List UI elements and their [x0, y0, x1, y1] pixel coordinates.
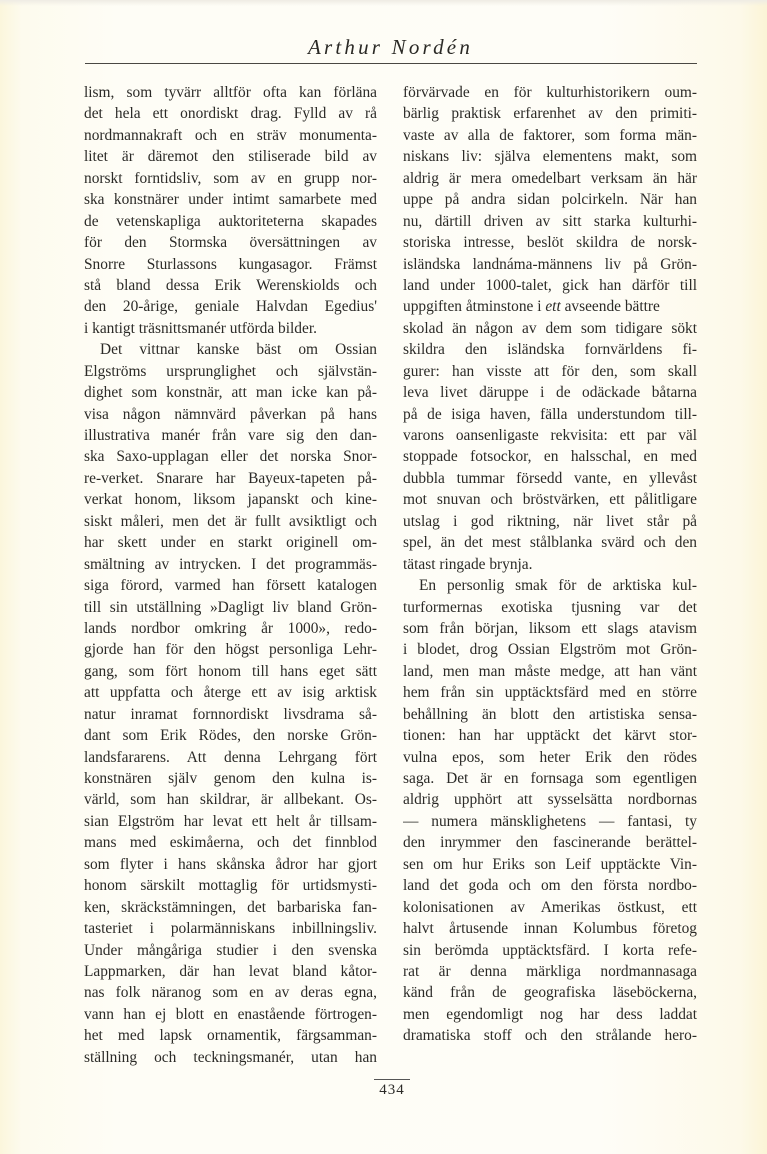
- text-line: Lappmarken, där han levat bland kåtor-: [84, 962, 377, 980]
- text-line: det hela ett onordiskt drag. Fylld av rå: [84, 105, 377, 123]
- text-line: lands nordbor omkring år 1000», redo-: [84, 619, 377, 637]
- text-line: sin berömda upptäcktsfärd. I korta refe-: [403, 941, 697, 959]
- text-line: stå bland dessa Erik Werenskiolds och: [84, 276, 377, 294]
- text-line: gjorde han för den högst personliga Lehr-: [84, 641, 377, 659]
- text-line: utslag i god riktning, när livet står på: [403, 512, 697, 530]
- text-line: Det vittnar kanske bäst om Ossian: [100, 341, 377, 359]
- text-line: konstnären själv genom den kulna is-: [84, 770, 377, 787]
- text-line: litet är däremot den stiliserade bild av: [84, 148, 377, 166]
- text-line: ska Saxo-upplagan eller det norska Snor-: [84, 448, 377, 466]
- text-line: vaste av alla de faktorer, som forma män-: [403, 126, 697, 144]
- emphasized-word: ett: [545, 298, 561, 316]
- text-line: som flyter i hans skånska ådror har gjort: [84, 855, 377, 873]
- text-line: dighet som konstnär, att man icke kan på-: [84, 384, 377, 402]
- text-line: re-verket. Snarare har Bayeux-tapeten på-: [84, 469, 377, 487]
- text-line: förvärvade en för kulturhistorikern oum-: [403, 84, 697, 101]
- text-line: den inrymmer den fascinerande berättel-: [403, 834, 697, 852]
- text-line: varons oansenligaste rekvisita: ett par väl: [403, 427, 697, 444]
- text-line: i blodet, drog Ossian Elgström mot Grön-: [403, 641, 697, 659]
- text-line: nu, därtill driven av sitt starka kulturhi-: [403, 212, 697, 230]
- text-line: den 20-årige, geniale Halvdan Egedius': [84, 298, 377, 316]
- text-line: illustrativa manér från vare sig den dan-: [84, 427, 377, 444]
- text-line: tasteriet i polarmänniskans inbillningsliv.: [84, 920, 377, 938]
- text-line: att uppfatta och återge ett av isig arktisk: [84, 684, 377, 702]
- text-line: siskt måleri, men det är fullt avsiktligt och: [84, 512, 377, 530]
- page-number: 434: [379, 1082, 405, 1098]
- text-line: En personlig smak för de arktiska kul-: [419, 577, 697, 595]
- left-column: [84, 82, 377, 1068]
- text-line: ska konstnärer under intimt samarbete med: [84, 191, 377, 209]
- text-line: Elgströms ursprunglighet och självstän-: [84, 362, 377, 380]
- text-line: smältning av intrycken. I det programmäs-: [84, 555, 377, 573]
- text-line: bärlig praktisk erfarenhet av den primiti-: [403, 105, 697, 123]
- text-line: aldrig är mera omedelbart verksam än här: [403, 169, 697, 187]
- text-line: turformernas exotiska tjusning var det: [403, 598, 697, 616]
- page-top-edge: [0, 0, 767, 6]
- text-line: känd från de geografiska läseböckerna,: [403, 984, 697, 1002]
- text-line: honom särskilt mottaglig för urtidsmysti-: [84, 877, 377, 895]
- text-line: har skett under en starkt originell om-: [84, 534, 377, 552]
- text-line: nas folk näranog som en av deras egna,: [84, 984, 377, 1002]
- text-line: — numera mänsklighetens — fantasi, ty: [403, 812, 697, 830]
- text-line: tätast ringade brynja.: [403, 555, 533, 573]
- text-line: sen om hur Eriks son Leif upptäckte Vin-: [403, 855, 697, 873]
- text-line: leva livet däruppe i de odäckade båtarna: [403, 384, 697, 402]
- text-line: värld, som han skildrar, är allbekant. Os-: [84, 791, 377, 809]
- text-line: skildra den isländska fornvärldens fi-: [403, 341, 697, 359]
- text-line: visa någon nämnvärd påverkan på hans: [84, 405, 377, 423]
- text-line: de vetenskapliga auktoriteterna skapades: [84, 212, 377, 230]
- text-line: landsfararens. Att denna Lehrgang fört: [84, 748, 377, 766]
- text-line: natur inramat fornnordiskt livsdrama så-: [84, 705, 377, 723]
- text-line: hem från sin upptäcktsfärd med en större: [403, 684, 697, 702]
- text-line: till sin utställning »Dagligt liv bland Grön-: [84, 598, 377, 616]
- text-line: skolad än någon av dem som tidigare sökt: [403, 319, 697, 337]
- text-line: norskt forntidsliv, som av en grupp nor-: [84, 169, 377, 187]
- text-line: på de isiga haven, fälla understundom till-: [403, 405, 697, 423]
- text-line: i kantigt träsnittsmanér utförda bilder.: [84, 319, 317, 337]
- text-segment: uppgiften åtminstone i: [403, 298, 546, 316]
- text-line: mans med eskimåerna, och det finnblod: [84, 834, 377, 852]
- text-line: mot snuvan och bröstvärken, ett pålitligare: [403, 491, 697, 509]
- text-line: niskans liv: själva elementens makt, som: [403, 148, 697, 166]
- text-line: gurer: han visste att för den, som skall: [403, 362, 697, 380]
- header-rule: [85, 63, 697, 64]
- text-line: dubbla tummar försedd vante, en yllevåst: [403, 469, 697, 487]
- running-header-title: Arthur Nordén: [307, 35, 474, 59]
- text-line: dant som Erik Rödes, den norske Grön-: [84, 727, 377, 745]
- text-line: isländska landnáma-männens liv på Grön-: [403, 255, 697, 273]
- text-line: kolonisationen av Amerikas östkust, ett: [403, 898, 697, 916]
- text-line: storiska intresse, beslöt skildra de norsk-: [403, 234, 697, 252]
- text-line: Snorre Sturlassons kungasagor. Främst: [84, 255, 377, 273]
- text-line: land, men man måste medge, att han vänt: [403, 662, 697, 680]
- text-line: för den Stormska översättningen av: [84, 234, 377, 252]
- text-line: behållning än blott den artistiska sensa-: [403, 705, 697, 723]
- text-line: [403, 296, 697, 317]
- text-line: vann han ej blott en enastående förtrogen-: [84, 1005, 377, 1023]
- text-line: verkat honom, liksom japanskt och kine-: [84, 491, 377, 509]
- running-header: [85, 34, 696, 60]
- text-line: land det goda och om den första nordbo-: [403, 877, 697, 895]
- text-line: spel, än det mest stålblanka svärd och den: [403, 534, 697, 552]
- text-segment: avseende bättre: [560, 298, 660, 316]
- text-line: halvt årtusende innan Kolumbus företog: [403, 920, 697, 938]
- text-line: lism, som tyvärr alltför ofta kan förläna: [84, 84, 377, 101]
- text-line: nordmannakraft och en sträv monumenta-: [84, 126, 377, 144]
- text-line: men egendomligt nog har dess laddat: [403, 1005, 697, 1023]
- text-line: vulna epos, som heter Erik den rödes: [403, 748, 697, 766]
- text-line: Under mångåriga studier i den svenska: [84, 941, 377, 959]
- text-line: ställning och teckningsmanér, utan han: [84, 1048, 377, 1066]
- text-line: rat är denna märkliga nordmannasaga: [403, 962, 697, 980]
- text-line: uppe på andra sidan polcirkeln. När han: [403, 191, 697, 209]
- text-line: dramatiska stoff och den strålande hero-: [403, 1027, 697, 1045]
- text-line: saga. Det är en fornsaga som egentligen: [403, 770, 697, 787]
- text-line: gang, som fört honom till hans eget sätt: [84, 662, 377, 680]
- text-line: ken, skräckstämningen, det barbariska fan-: [84, 898, 377, 916]
- text-line: stoppade fotsockor, en halsschal, en med: [403, 448, 697, 466]
- text-line: tionen: han har upptäckt det kärvt stor-: [403, 727, 697, 745]
- text-line: het med lapsk ornamentik, färgsamman-: [84, 1027, 377, 1045]
- text-line: som från början, liksom ett slags atavism: [403, 619, 697, 637]
- text-line: land under 1000-talet, gick han därför till: [403, 276, 697, 294]
- text-line: sian Elgström har levat ett helt år tillsam-: [84, 812, 377, 830]
- text-line: siga förord, varmed han försett katalogen: [84, 577, 377, 595]
- right-column: [403, 82, 697, 1047]
- page-footer: [363, 1079, 421, 1100]
- text-line: aldrig upphört att sysselsätta nordbornas: [403, 791, 697, 809]
